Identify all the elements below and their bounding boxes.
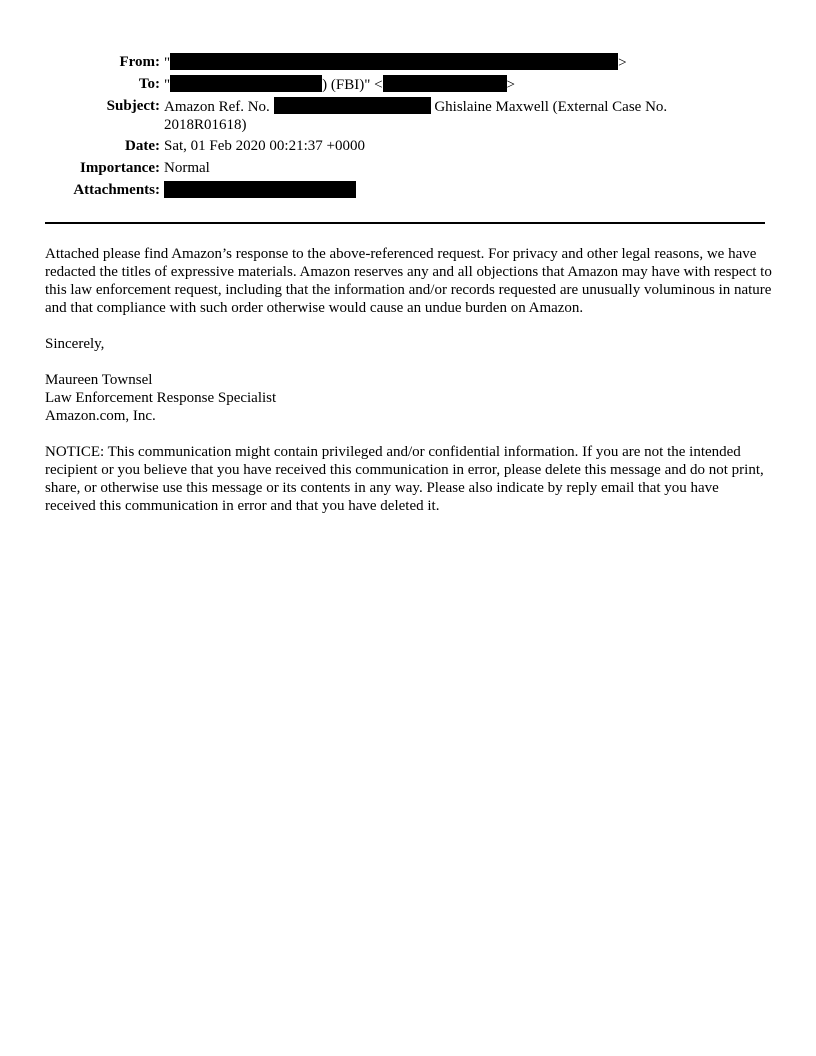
email-body	[45, 245, 773, 533]
header-divider	[45, 222, 765, 224]
to-prefix: "	[164, 77, 171, 93]
email-header	[0, 53, 816, 203]
body-paragraph: Attached please find Amazon’s response to the above-referenced request. For privacy and other legal reasons, we have redacted the titles of expressive materials. Amazon reserves any and all objections that Amazon may have with respect to this law enforcement request, including that the information and/or records requested are unusually voluminous in nature and that compliance with such order otherwise would cause an undue burden on Amazon.	[45, 246, 772, 316]
attachments-label: Attachments:	[73, 182, 160, 198]
subject-before: Amazon Ref. No.	[164, 99, 270, 115]
from-value	[164, 53, 764, 72]
signature-block	[45, 371, 773, 425]
attachments-value	[164, 181, 764, 200]
signature-name: Maureen Townsel	[45, 372, 153, 388]
date-row	[0, 137, 816, 155]
from-label: From:	[119, 54, 160, 70]
to-value	[164, 75, 764, 94]
redaction-block	[170, 75, 322, 92]
redaction-block	[274, 97, 431, 114]
attachments-row	[0, 181, 816, 199]
from-row	[0, 53, 816, 71]
from-prefix: "	[164, 55, 171, 71]
closing: Sincerely,	[45, 336, 105, 352]
notice-paragraph: NOTICE: This communication might contain privileged and/or confidential information. If you are not the intended recipient or you believe that you have received this communication in error, please delete this message and do not print, share, or otherwise use this message or its contents in any way. Please also indicate by reply email that you have received this communication in error and that you have deleted it.	[45, 444, 764, 514]
subject-label: Subject:	[106, 98, 160, 114]
from-suffix: >	[618, 55, 627, 71]
date-value: Sat, 01 Feb 2020 00:21:37 +0000	[164, 138, 365, 154]
to-label: To:	[138, 76, 160, 92]
redaction-block	[383, 75, 507, 92]
importance-row	[0, 159, 816, 177]
subject-row	[0, 97, 816, 133]
redaction-block	[170, 53, 618, 70]
to-suffix: >	[506, 77, 516, 93]
importance-label: Importance:	[80, 160, 160, 176]
subject-line2: 2018R01618)	[164, 117, 247, 133]
importance-value: Normal	[164, 160, 210, 176]
to-row	[0, 75, 816, 93]
subject-value	[164, 97, 764, 134]
signature-company: Amazon.com, Inc.	[45, 408, 156, 424]
signature-title: Law Enforcement Response Specialist	[45, 390, 277, 406]
redaction-block	[164, 181, 356, 198]
to-middle: ) (FBI)" <	[322, 77, 383, 93]
subject-after: Ghislaine Maxwell (External Case No.	[434, 99, 668, 115]
date-label: Date:	[125, 138, 160, 154]
